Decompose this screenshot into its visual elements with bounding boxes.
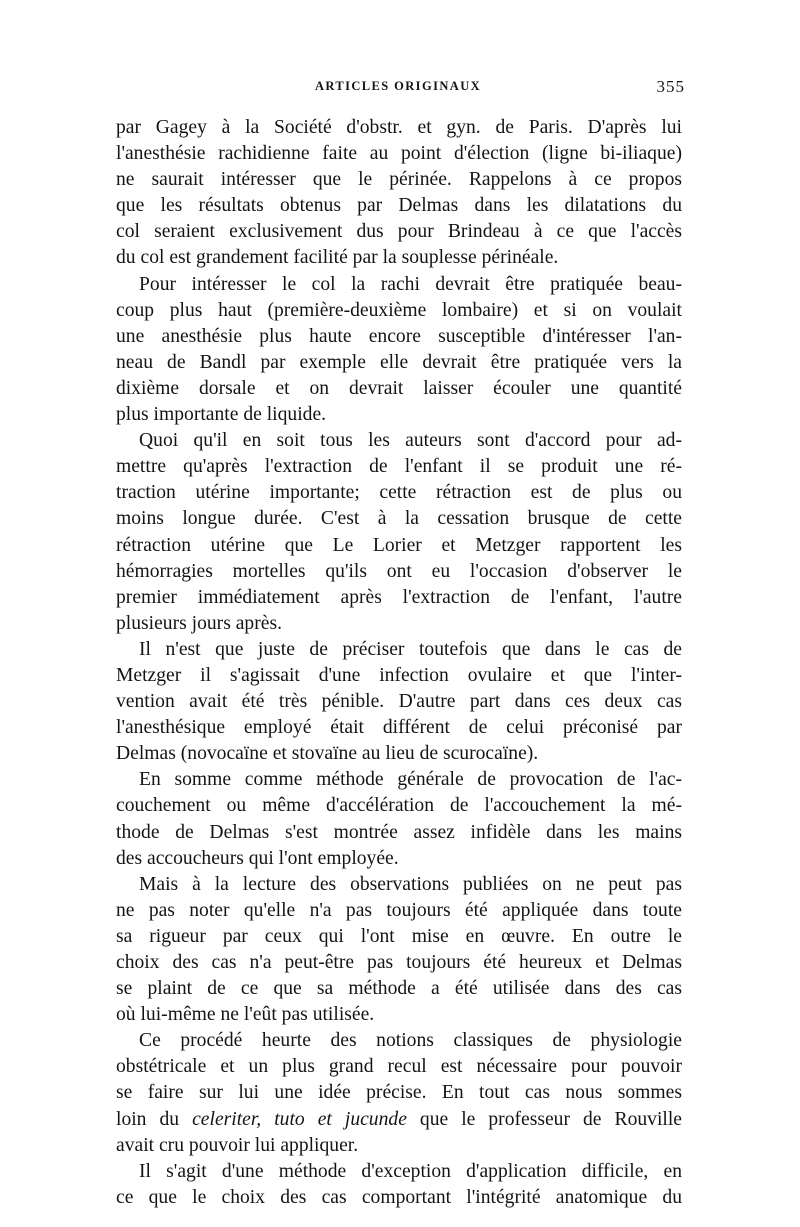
text-line: du col est grandement facilité par la souplesse périnéale.: [116, 247, 559, 269]
text-line: Delmas (novocaïne et stovaïne au lieu de scurocaïne).: [116, 743, 539, 765]
text-line: sa rigueur par ceux qui l'ont mise en œuvre. En outre le: [116, 925, 682, 947]
text-line: rétraction utérine que Le Lorier et Metzger rapportent les: [116, 534, 682, 556]
text-line: premier immédiatement après l'extraction de l'enfant, l'autre: [116, 586, 682, 608]
text-line: hémorragies mortelles qu'ils ont eu l'occasion d'observer le: [116, 560, 682, 582]
text-line: Il s'agit d'une méthode d'exception d'application difficile, en: [139, 1160, 682, 1182]
text-line: l'anesthésique employé était différent de celui préconisé par: [116, 717, 682, 739]
text-line: Pour intéresser le col la rachi devrait être pratiquée beau-: [139, 273, 682, 295]
paragraph-5: [116, 767, 682, 871]
text-line: choix des cas n'a peut-être pas toujours été heureux et Delmas: [116, 952, 682, 973]
text-line: plus importante de liquide.: [116, 404, 327, 426]
text-line: ne saurait intéresser que le périnée. Rappelons à ce propos: [116, 169, 682, 191]
text-line: couchement ou même d'accélération de l'accouchement la mé-: [116, 795, 682, 817]
paragraph-7: [116, 1028, 682, 1158]
text-line: En somme comme méthode générale de provocation de l'ac-: [139, 769, 682, 791]
text-line: Il n'est que juste de préciser toutefois que dans le cas de: [139, 638, 682, 660]
text-line: plusieurs jours après.: [116, 612, 282, 634]
text-line: vention avait été très pénible. D'autre part dans ces deux cas: [116, 691, 682, 713]
latin-citation: celeriter, tuto et jucunde: [192, 1108, 407, 1130]
text-line: ne pas noter qu'elle n'a pas toujours été appliquée dans toute: [116, 899, 682, 921]
body-text: [116, 115, 682, 1211]
text-line: par Gagey à la Société d'obstr. et gyn. de Paris. D'après lui: [116, 117, 682, 138]
text-line: Metzger il s'agissait d'une infection ovulaire et que l'inter-: [116, 664, 682, 686]
page-number: 355: [656, 77, 685, 96]
text-line: que les résultats obtenus par Delmas dans les dilatations du: [116, 195, 682, 217]
paragraph-8: [116, 1159, 682, 1211]
text-line: Mais à la lecture des observations publiées on ne peut pas: [139, 873, 682, 895]
text-line: Quoi qu'il en soit tous les auteurs sont d'accord pour ad-: [139, 430, 682, 452]
text-line: dixième dorsale et on devrait laisser écouler une quantité: [116, 377, 682, 399]
text-line: l'anesthésie rachidienne faite au point d'élection (ligne bi-iliaque): [116, 143, 682, 165]
line-text-after-citation: que le professeur de Rouville: [406, 1108, 683, 1130]
text-line: obstétricale et un plus grand recul est nécessaire pour pouvoir: [116, 1056, 682, 1078]
running-title: ARTICLES ORIGINAUX: [314, 79, 482, 93]
text-line: avait cru pouvoir lui appliquer.: [116, 1134, 359, 1156]
text-line: col seraient exclusivement dus pour Brindeau à ce que l'accès: [116, 221, 682, 243]
paragraph-2: [116, 272, 682, 429]
text-line: neau de Bandl par exemple elle devrait être pratiquée vers la: [116, 351, 682, 373]
text-line: une anesthésie plus haute encore susceptible d'intéresser l'an-: [116, 325, 682, 347]
text-line: moins longue durée. C'est à la cessation brusque de cette: [116, 508, 682, 530]
text-line: traction utérine importante; cette rétraction est de plus ou: [116, 482, 682, 504]
paragraph-4: [116, 637, 682, 767]
text-line: ce que le choix des cas comportant l'intégrité anatomique du: [116, 1186, 682, 1208]
text-line-with-citation: [116, 1107, 682, 1133]
text-line: des accoucheurs qui l'ont employée.: [116, 847, 399, 869]
paragraph-1: [116, 115, 682, 272]
text-line: thode de Delmas s'est montrée assez infidèle dans les mains: [116, 821, 682, 843]
text-line: coup plus haut (première-deuxième lombaire) et si on voulait: [116, 299, 682, 321]
text-line: se faire sur lui une idée précise. En tout cas nous sommes: [116, 1082, 682, 1104]
paragraph-3: [116, 428, 682, 637]
text-line: où lui-même ne l'eût pas utilisée.: [116, 1004, 375, 1026]
text-line: mettre qu'après l'extraction de l'enfant il se produit une ré-: [116, 456, 682, 478]
line-text-before-citation: loin du: [116, 1108, 193, 1130]
text-line: Ce procédé heurte des notions classiques de physiologie: [139, 1030, 682, 1052]
text-line: se plaint de ce que sa méthode a été utilisée dans des cas: [116, 978, 682, 1000]
running-head: [113, 79, 683, 101]
paragraph-6: [116, 872, 682, 1029]
